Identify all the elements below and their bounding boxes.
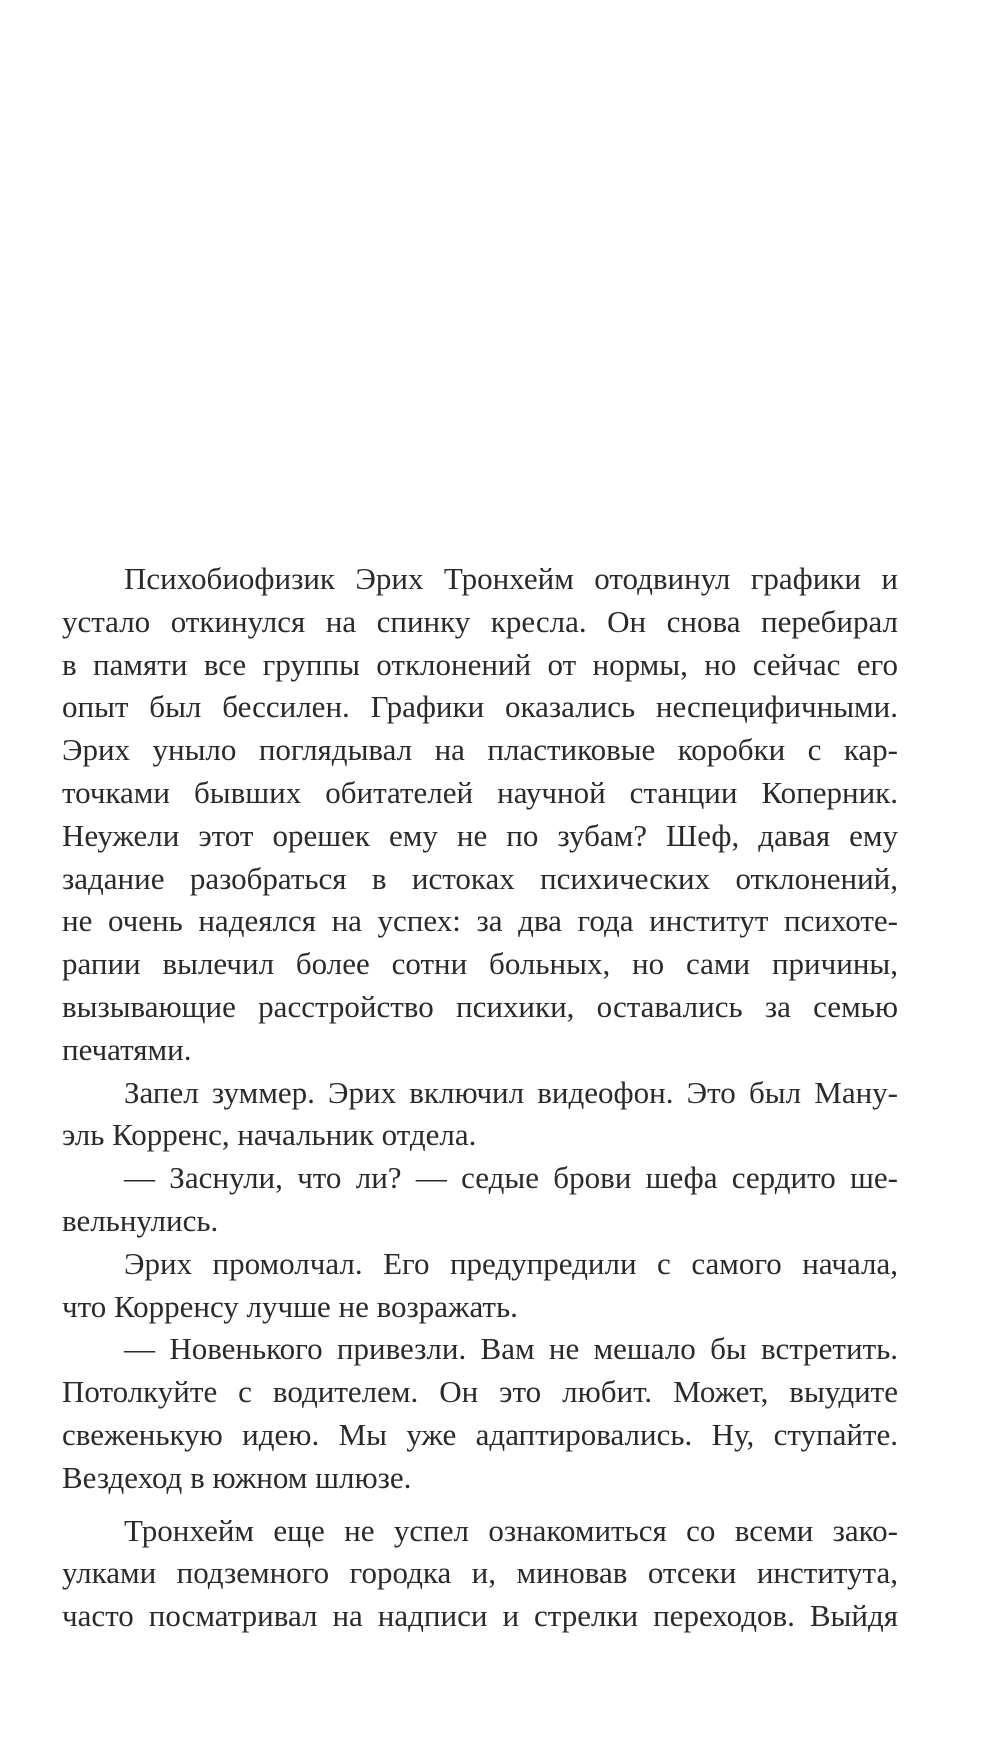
text-line: устало откинулся на спинку кресла. Он снова перебирал [62,603,898,639]
text-line: точками бывших обитателей научной станции Коперник. [62,774,898,810]
text-line: не очень надеялся на успех: за два года институт психоте- [62,903,898,939]
paragraph [62,1243,898,1329]
text-line: что Корренсу лучше не возражать. [62,1288,518,1324]
text-line: Вездеход в южном шлюзе. [62,1459,412,1495]
book-page-text [62,558,898,1638]
paragraph [62,1328,898,1499]
paragraph [62,1510,898,1638]
text-line: Эрих промолчал. Его предупредили с самого начала, [124,1245,898,1281]
paragraph [62,1157,898,1243]
text-line: часто посматривал на надписи и стрелки переходов. Выйдя [62,1598,898,1634]
paragraph [62,558,898,1072]
text-line: Тронхейм еще не успел ознакомиться со всеми зако- [124,1512,898,1548]
text-line: печатями. [62,1031,192,1067]
text-line: опыт был бессилен. Графики оказались неспецифичными. [62,689,898,725]
text-line: Эрих уныло поглядывал на пластиковые коробки с кар- [62,732,898,768]
text-line: — Новенького привезли. Вам не мешало бы встретить. [124,1331,898,1367]
text-line: Потолкуйте с водителем. Он это любит. Может, выудите [62,1374,898,1410]
text-line: эль Корренс, начальник отдела. [62,1117,477,1153]
text-line: в памяти все группы отклонений от нормы, но сейчас его [62,646,898,682]
text-line: — Заснули, что ли? — седые брови шефа сердито ше- [124,1160,898,1196]
text-line: вызывающие расстройство психики, оставались за семью [62,988,898,1024]
text-line: Запел зуммер. Эрих включил видеофон. Это был Ману- [124,1074,898,1110]
paragraph [62,1072,898,1158]
text-line: улками подземного городка и, миновав отсеки института, [62,1555,898,1591]
text-line: вельнулись. [62,1202,219,1238]
text-line: задание разобраться в истоках психических отклонений, [62,860,898,896]
text-line: Психобиофизик Эрих Тронхейм отодвинул графики и [124,561,898,596]
text-line: Неужели этот орешек ему не по зубам? Шеф, давая ему [62,817,898,853]
text-line: свеженькую идею. Мы уже адаптировались. Ну, ступайте. [62,1416,898,1452]
text-line: рапии вылечил более сотни больных, но сами причины, [62,946,898,982]
